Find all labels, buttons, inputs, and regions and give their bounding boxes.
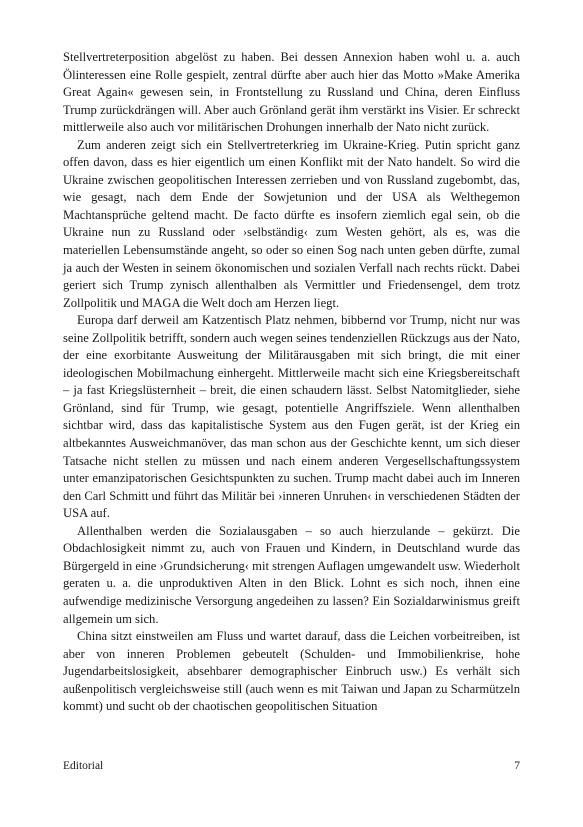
paragraph-5: China sitzt einstweilen am Fluss und wartet darauf, dass die Leichen vorbeitreiben, ist aber von inneren Problemen gebeutelt (Schulden- und Immobilienkrise, hohe Jugendarbeitslosigkeit, absehbarer demographischer Einbruch usw.) Es verhält sich außenpolitisch vergleichsweise still (auch wenn es mit Taiwan und Japan zu Scharmützeln kommt) und sucht ob der chaotischen geopolitischen Situation: [63, 629, 520, 714]
paragraph-2: Zum anderen zeigt sich ein Stellvertreterkrieg im Ukraine-Krieg. Putin spricht ganz offen davon, dass es hier eigentlich um einen Konflikt mit der Nato handelt. So wird die Ukraine zwischen geopolitischen Interessen zerrieben und von Russland zugebombt, das, wie gesagt, nach dem Ende der Sowjetunion und der USA als Welthegemon Machtansprüche geltend macht. De facto dürfte es insofern ziemlich egal sein, ob die Ukraine nun zu Russland oder ›selbständig‹ zum Westen gehört, als es, was die materiellen Lebensumstände angeht, so oder so einen Sog nach unten geben dürfte, zumal ja auch der Westen in seinem ökonomischen und sozialen Verfall nach rechts rückt. Dabei geriert sich Trump zynisch allenthalben als Vermittler und Friedensengel, dem trotz Zollpolitik und MAGA die Welt doch am Herzen liegt.: [63, 137, 520, 310]
paragraph-3: Europa darf derweil am Katzentisch Platz nehmen, bibbernd vor Trump, nicht nur was seine Zollpolitik betrifft, sondern auch wegen seines tendenziellen Rückzugs aus der Nato, der eine exorbitante Ausweitung der Militärausgaben mit sich bringt, die mit einer ideologischen Mobilmachung einhergeht. Mittlerweile macht sich eine Kriegsbereitschaft – ja fast Kriegslüsternheit – breit, die einen schaudern lässt. Selbst Natomitglieder, siehe Grönland, sind für Trump, wie gesagt, potentielle Angriffsziele. Wenn allenthalben sichtbar wird, dass das kapitalistische System aus den Fugen gerät, ist der Krieg ein altbekanntes Ausweichmanöver, das man schon aus der Geschichte kennt, um sich dieser Tatsache nicht stellen zu müssen und nach einem anderen Vergesellschaftungssystem unter emanzipatorischen Gesichtspunkten zu suchen. Trump macht dabei auch im Inneren den Carl Schmitt und führt das Militär bei ›inneren Unruhen‹ in verschiedenen Städten der USA auf.: [63, 313, 520, 521]
paragraph-1: Stellvertreterposition abgelöst zu haben. Bei dessen Annexion haben wohl u. a. auch Ölinteressen eine Rolle gespielt, zentral dürfte aber auch hier das Motto »Make Amerika Great Again« gewesen sein, in Frontstellung zu Russland und China, deren Einfluss Trump zurückdrängen will. Aber auch Grönland gerät ihm verstärkt ins Visier. Er schreckt mittlerweile also auch vor militärischen Drohungen innerhalb der Nato nicht zurück.: [63, 50, 520, 135]
paragraph-4: Allenthalben werden die Sozialausgaben – so auch hierzulande – gekürzt. Die Obdachlosigkeit nimmt zu, auch von Frauen und Kindern, in Deutschland wurde das Bürgergeld in eine ›Grundsicherung‹ mit strengen Auflagen umgewandelt usw. Wiederholt geraten u. a. die unproduktiven Alten in den Blick. Lohnt es sich noch, ihnen eine aufwendige medizinische Versorgung angedeihen zu lassen? Ein Sozialdarwinismus greift allgemein um sich.: [63, 523, 520, 626]
page-footer: [63, 760, 520, 778]
page-number: 7: [514, 760, 520, 772]
running-footer-title: Editorial: [63, 760, 104, 772]
page-body: [63, 49, 520, 716]
